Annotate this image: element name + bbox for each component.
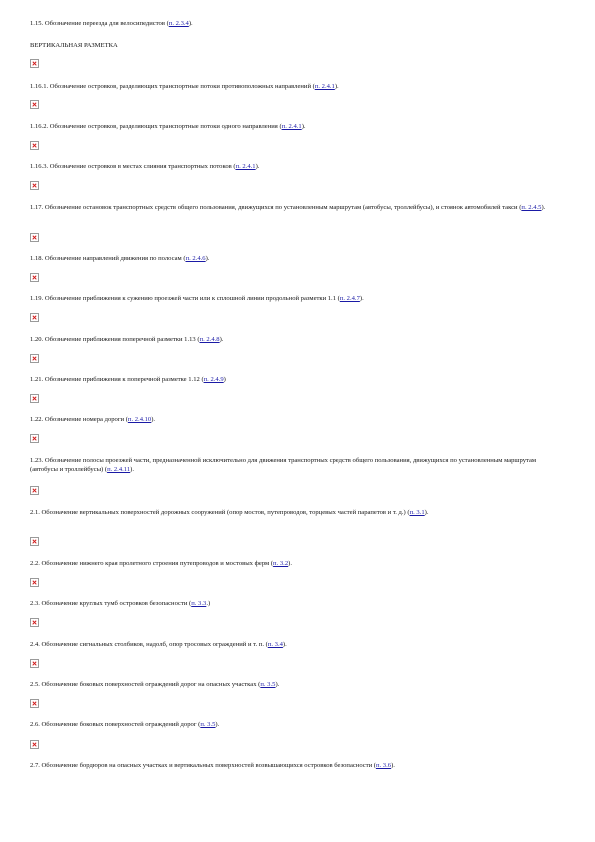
entry-2-1 [30,508,562,517]
broken-image-icon [30,100,39,109]
entry-2-4 [30,640,562,649]
entry-link[interactable]: п. 2.4.5 [521,204,542,211]
entry-after: ). [288,560,292,567]
entry-text: 2.6. Обозначение боковых поверхностей ограждений дорог ( [30,721,201,728]
broken-image-icon [30,394,39,403]
entry-link[interactable]: п. 2.4.1 [314,83,335,90]
entry-2-6 [30,720,562,729]
entry-link[interactable]: п. 3.5 [260,681,276,688]
entry-after: ). [255,163,260,170]
entry-link[interactable]: п. 2.4.1 [235,163,256,170]
entry-link[interactable]: п. 3.2 [273,560,289,567]
entry-link[interactable]: п. 2.4.7 [339,295,360,302]
entry-link[interactable]: п. 2.4.9 [203,376,224,383]
entry-text: 1.21. Обозначение приближения к поперечной разметке 1.12 ( [30,376,204,383]
entry-after: ). [151,416,156,423]
entry-after: ). [219,336,224,343]
entry-link[interactable]: п. 2.4.11 [107,466,131,473]
entry-text: 1.20. Обозначение приближения поперечной разметки 1.13 ( [30,336,200,343]
entry-after: ). [301,123,306,130]
entry-text: 2.4. Обозначение сигнальных столбиков, надолб, опор тросовых ограждений и т. п. ( [30,641,268,648]
broken-image-icon [30,618,39,627]
entry-link[interactable]: п. 3.1 [409,509,425,516]
entry-2-3 [30,599,562,608]
entry-text: 2.1. Обозначение вертикальных поверхностей дорожных сооружений (опор мостов, путепроводов, торцевых частей парапетов и т. д.) ( [30,509,410,516]
broken-image-icon [30,141,39,150]
entry-text: 1.16.1. Обозначение островков, разделяющих транспортные потоки противоположных направлений ( [30,83,315,90]
entry-link[interactable]: п. 3.4 [267,641,283,648]
entry-2-2 [30,559,562,568]
entry-1-15 [30,19,562,28]
entry-after: .) [206,600,211,607]
entry-after: ). [359,295,364,302]
entry-text: 1.15. Обозначение переезда для велосипедистов ( [30,20,169,27]
entry-text: 1.18. Обозначение направлений движения по полосам ( [30,255,186,262]
entry-link[interactable]: п. 2.4.1 [281,123,302,130]
entry-text: 2.5. Обозначение боковых поверхностей ограждений дорог на опасных участках ( [30,681,261,688]
entry-link[interactable]: п. 2.4.10 [127,416,152,423]
broken-image-icon [30,659,39,668]
entry-link[interactable]: п. 3.5 [200,721,216,728]
entry-link[interactable]: п. 2.4.6 [185,255,206,262]
entry-after: ). [424,509,429,516]
broken-image-icon [30,354,39,363]
entry-link[interactable]: п. 3.6 [375,762,392,769]
entry-after: ) [223,376,226,383]
entry-text: 1.16.3. Обозначение островков в местах слияния транспортных потоков ( [30,163,236,170]
entry-1-16-3 [30,162,562,171]
broken-image-icon [30,740,39,749]
entry-after: ). [205,255,210,262]
entry-1-16-2 [30,122,562,131]
entry-1-19 [30,294,562,303]
entry-text: 2.2. Обозначение нижнего края пролетного строения путепроводов и мостовых ферм ( [30,560,274,567]
broken-image-icon [30,486,39,495]
entry-text: 1.22. Обозначение номера дороги ( [30,416,128,423]
entry-after: ). [130,466,134,473]
entry-text: 1.17. Обозначение остановок транспортных средств общего пользования, движущихся по установленным маршрутам (автобусы, троллейбусы), и стоянок автомобилей такси ( [30,204,522,211]
entry-1-18 [30,254,562,263]
entry-text: 1.19. Обозначение приближения к сужению проезжей части или к сплошной линии продольной разметки 1.1 ( [30,295,340,302]
entry-text: 2.7. Обозначение бордюров на опасных участках и вертикальных поверхностей возвышающихся островков безопасности ( [30,762,376,769]
entry-2-7 [30,761,562,770]
entry-link[interactable]: п. 2.4.8 [199,336,220,343]
entry-after: ). [215,721,220,728]
broken-image-icon [30,273,39,282]
entry-after: ). [391,762,395,769]
entry-after: ). [275,681,280,688]
entry-link[interactable]: п. 3.3 [191,600,207,607]
entry-text: 1.16.2. Обозначение островков, разделяющих транспортные потоки одного направления ( [30,123,282,130]
broken-image-icon [30,313,39,322]
entry-after: ). [334,83,339,90]
entry-after: ). [188,20,193,27]
entry-text: 1.23. Обозначение полосы проезжей части, предназначенной исключительно для движения транспортных средств общего пользования, движущихся по установленным маршрутам (автобусы и троллейбусы) ( [30,457,537,473]
entry-text: 2.3. Обозначение круглых тумб островков безопасности ( [30,600,192,607]
broken-image-icon [30,59,39,68]
broken-image-icon [30,181,39,190]
section-heading: ВЕРТИКАЛЬНАЯ РАЗМЕТКА [30,42,118,49]
entry-1-16-1 [30,82,562,91]
entry-after: ). [282,641,287,648]
broken-image-icon [30,699,39,708]
entry-after: ). [541,204,546,211]
entry-1-17 [30,203,562,212]
entry-1-22 [30,415,562,424]
entry-link[interactable]: п. 2.3.4 [168,20,189,27]
entry-1-23 [30,456,562,474]
broken-image-icon [30,537,39,546]
broken-image-icon [30,233,39,242]
broken-image-icon [30,434,39,443]
entry-1-21 [30,375,562,384]
broken-image-icon [30,578,39,587]
entry-2-5 [30,680,562,689]
entry-1-20 [30,335,562,344]
